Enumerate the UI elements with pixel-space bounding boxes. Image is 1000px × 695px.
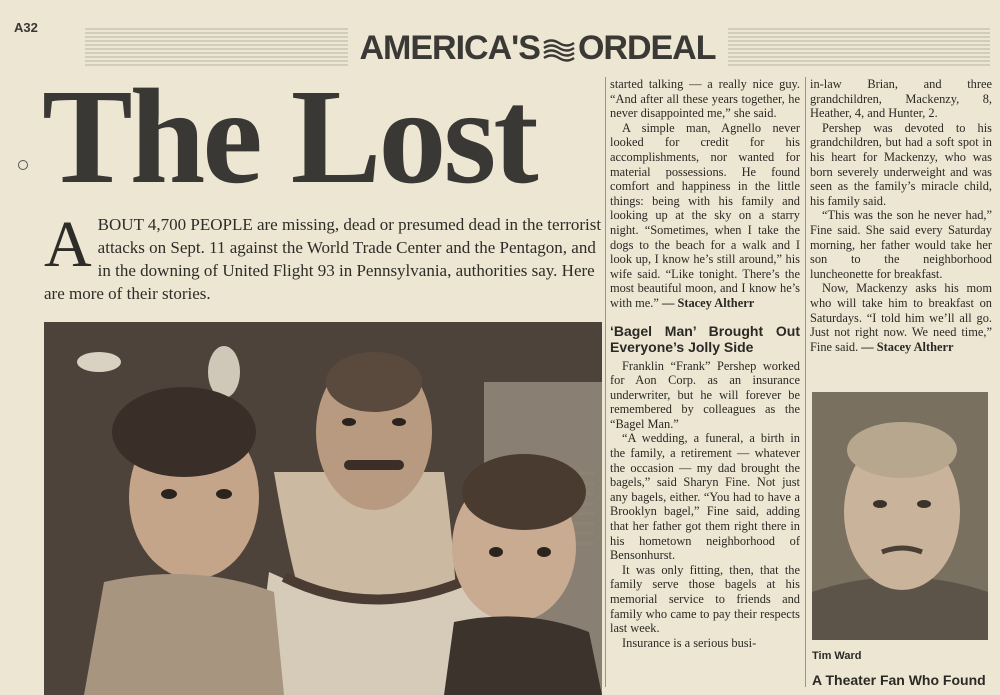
sidebar-headline: A Theater Fan Who Found xyxy=(812,672,986,688)
paragraph xyxy=(610,121,800,311)
photo-caption: Tim Ward xyxy=(812,650,862,662)
paragraph: Pershep was devoted to his grandchildren, but had a soft spot in his heart for Mackenzy, who was born severely underweight and was seen as the family’s miracle child, his family said. xyxy=(810,120,992,208)
flag-icon xyxy=(542,37,576,63)
paragraph: “A wedding, a funeral, a birth in the family, a retirement — whatever the occasion — my dad brought the bagels,” said Sharyn Fine. Not just any bagels, either. “You had to have a Brooklyn bagel,” Fine said, adding that her father got them right there in his hometown neighborhood of Bensonhurst. xyxy=(610,431,800,563)
paragraph: Insurance is a serious busi- xyxy=(622,635,757,650)
article-column-4 xyxy=(810,77,992,387)
paragraph: started talking — a really nice guy. “And after all these years together, he never disappointed me,” she said. xyxy=(610,77,800,121)
punch-hole-mark xyxy=(18,160,28,170)
paragraph xyxy=(810,281,992,354)
page-number: A32 xyxy=(14,20,38,35)
portrait-illustration xyxy=(812,392,988,640)
deck-paragraph xyxy=(44,208,604,305)
paragraph: Franklin “Frank” Pershep worked for Aon Corp. as an insurance underwriter, but he will forever be remembered by colleagues as the “Bagel Man.” xyxy=(610,358,800,431)
article-column-3 xyxy=(610,77,800,695)
family-photo xyxy=(44,322,602,695)
paragraph-text: Now, Mackenzy asks his mom who will take him to breakfast on Saturdays. “I told him we’ll all go. Just not right now. We need time,” Fine said. xyxy=(810,281,992,354)
column-rule xyxy=(805,77,806,687)
article-subhead: ‘Bagel Man’ Brought Out Everyone’s Jolly Side xyxy=(610,322,800,355)
drop-cap: A xyxy=(44,208,92,281)
headline: The Lost xyxy=(42,62,536,212)
byline: — Stacey Altherr xyxy=(861,339,954,354)
banner-text-right: ORDEAL xyxy=(577,29,716,67)
byline: — Stacey Altherr xyxy=(661,295,755,310)
family-photo-illustration xyxy=(44,322,602,695)
banner-text-left: AMERICA'S xyxy=(359,29,540,67)
column-rule xyxy=(605,77,606,687)
paragraph: It was only fitting, then, that the family serve those bagels at his memorial service to friends and family who came to pay their respects last week. xyxy=(610,562,800,636)
portrait-photo xyxy=(812,392,988,640)
paragraph-text: A simple man, Agnello never looked for credit for his accomplishments, nor wanted for material possessions. He found comfort and happiness in the little things: being with his family and looking up at the sky on a starry night. “Sometimes, when I take the dogs to the beach for a walk and I look up, I know he’s still around,” his wife said. “Like tonight. There’s the most beautiful moon, and I know he’s with me.” xyxy=(610,120,800,310)
paragraph: “This was the son he never had,” Fine said. She said every Saturday morning, her father would take her son to the neighborhood luncheonette for breakfast. xyxy=(810,208,992,281)
deck-text: BOUT 4,700 PEOPLE are missing, dead or presumed dead in the terrorist attacks on Sept. 11 against the World Trade Center and the Pentagon, and in the downing of United Flight 93 in Pennsylvania, authorities say. Here are more of their stories. xyxy=(44,215,602,303)
paragraph: in-law Brian, and three grandchildren, Mackenzy, 8, Heather, 4, and Hunter, 2. xyxy=(810,77,992,121)
